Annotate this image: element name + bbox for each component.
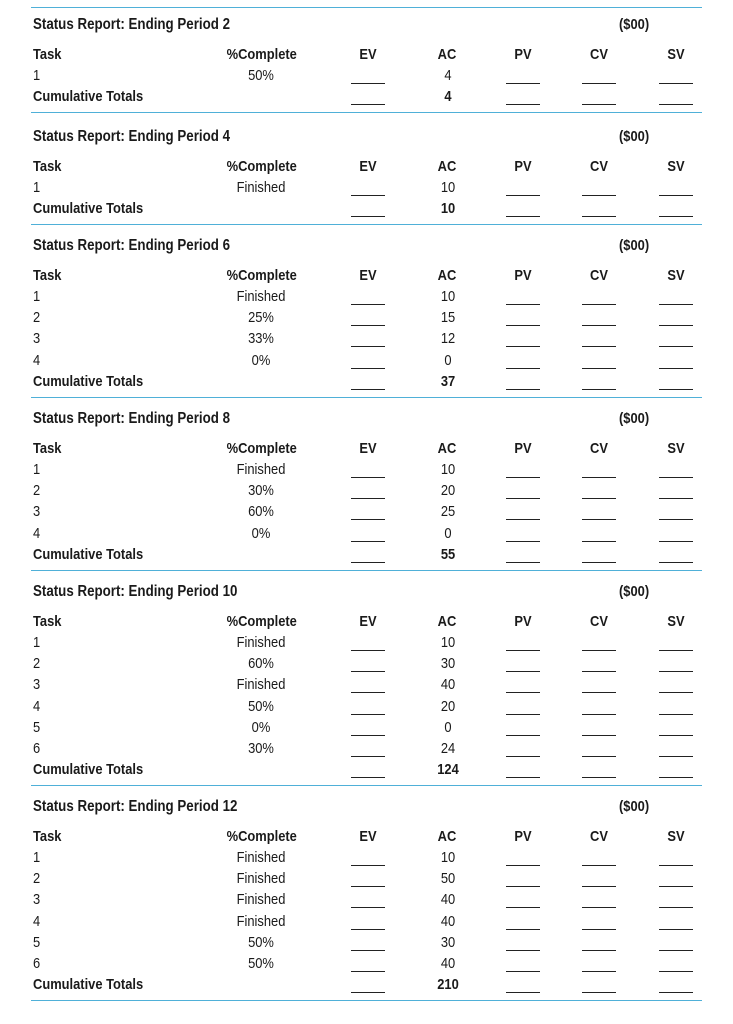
percent-complete: Finished (236, 891, 286, 909)
actual-cost: 15 (440, 309, 456, 327)
cv-blank[interactable] (582, 519, 616, 520)
sv-blank[interactable] (659, 907, 693, 908)
pv-blank[interactable] (506, 777, 540, 778)
sv-blank[interactable] (659, 562, 693, 563)
cv-blank[interactable] (582, 971, 616, 972)
percent-complete: 0% (251, 524, 271, 542)
task-number: 2 (33, 309, 41, 327)
pv-blank[interactable] (506, 562, 540, 563)
pv-blank[interactable] (506, 498, 540, 499)
report-title: Status Report: Ending Period 2 (33, 16, 231, 33)
pv-blank[interactable] (506, 992, 540, 993)
actual-cost: 20 (440, 482, 456, 500)
header-ac: AC (437, 828, 457, 845)
header-sv: SV (667, 440, 685, 457)
actual-cost: 30 (440, 655, 456, 673)
cv-blank[interactable] (582, 216, 616, 217)
sv-blank[interactable] (659, 477, 693, 478)
sv-blank[interactable] (659, 195, 693, 196)
sv-blank[interactable] (659, 992, 693, 993)
section-divider (31, 224, 702, 225)
header-task: Task (33, 613, 62, 630)
task-number: 6 (33, 955, 41, 972)
header-ev: EV (359, 613, 377, 630)
report-title: Status Report: Ending Period 10 (33, 583, 238, 600)
actual-cost: 0 (444, 524, 452, 542)
report-title: Status Report: Ending Period 6 (33, 237, 231, 254)
unit-label: ($00) (619, 410, 650, 427)
cv-blank[interactable] (582, 735, 616, 736)
cumulative-totals-label: Cumulative Totals (33, 88, 144, 106)
section-divider (31, 1000, 702, 1001)
header-cv: CV (590, 613, 608, 630)
header-ac: AC (437, 440, 457, 457)
pv-blank[interactable] (506, 971, 540, 972)
cv-blank[interactable] (582, 195, 616, 196)
report-title: Status Report: Ending Period 8 (33, 410, 231, 427)
percent-complete: 50% (248, 933, 274, 951)
pv-blank[interactable] (506, 714, 540, 715)
cv-blank[interactable] (582, 777, 616, 778)
percent-complete: 60% (248, 503, 274, 521)
cv-blank[interactable] (582, 671, 616, 672)
task-number: 3 (33, 330, 41, 348)
cv-blank[interactable] (582, 992, 616, 993)
cv-blank[interactable] (582, 104, 616, 105)
actual-cost: 10 (440, 288, 456, 305)
task-number: 5 (33, 718, 41, 736)
cv-blank[interactable] (582, 907, 616, 908)
pv-blank[interactable] (506, 650, 540, 651)
task-number: 6 (33, 740, 41, 757)
cv-blank[interactable] (582, 541, 616, 542)
ev-blank[interactable] (351, 650, 385, 651)
sv-blank[interactable] (659, 325, 693, 326)
percent-complete: Finished (236, 179, 286, 196)
header-sv: SV (667, 267, 685, 284)
unit-label: ($00) (619, 16, 650, 33)
pv-blank[interactable] (506, 304, 540, 305)
actual-cost: 10 (440, 461, 456, 478)
top-rule (31, 7, 702, 8)
pv-blank[interactable] (506, 735, 540, 736)
actual-cost: 0 (444, 718, 452, 736)
task-number: 1 (33, 179, 41, 196)
header-ac: AC (437, 613, 457, 630)
ev-blank[interactable] (351, 519, 385, 520)
ev-blank[interactable] (351, 756, 385, 757)
actual-cost: 4 (444, 67, 452, 84)
ev-blank[interactable] (351, 541, 385, 542)
pv-blank[interactable] (506, 346, 540, 347)
ev-blank[interactable] (351, 325, 385, 326)
pv-blank[interactable] (506, 907, 540, 908)
ev-blank[interactable] (351, 477, 385, 478)
pv-blank[interactable] (506, 216, 540, 217)
section-divider (31, 397, 702, 398)
percent-complete: 0% (251, 718, 271, 736)
header-pv: PV (514, 613, 532, 630)
sv-blank[interactable] (659, 714, 693, 715)
percent-complete: Finished (236, 288, 286, 305)
sv-blank[interactable] (659, 216, 693, 217)
actual-cost: 12 (440, 330, 456, 348)
pv-blank[interactable] (506, 325, 540, 326)
ev-blank[interactable] (351, 692, 385, 693)
header-complete: %Complete (226, 613, 297, 630)
header-sv: SV (667, 158, 685, 175)
actual-cost: 40 (440, 955, 456, 972)
pv-blank[interactable] (506, 519, 540, 520)
ev-blank[interactable] (351, 886, 385, 887)
sv-blank[interactable] (659, 650, 693, 651)
cv-blank[interactable] (582, 477, 616, 478)
cumulative-totals-label: Cumulative Totals (33, 761, 144, 779)
percent-complete: Finished (236, 676, 286, 694)
task-number: 1 (33, 288, 41, 305)
ev-blank[interactable] (351, 929, 385, 930)
task-number: 5 (33, 933, 41, 951)
unit-label: ($00) (619, 128, 650, 145)
pv-blank[interactable] (506, 83, 540, 84)
header-task: Task (33, 440, 62, 457)
report-title: Status Report: Ending Period 4 (33, 128, 231, 145)
pv-blank[interactable] (506, 929, 540, 930)
ev-blank[interactable] (351, 368, 385, 369)
ev-blank[interactable] (351, 907, 385, 908)
percent-complete: Finished (236, 461, 286, 478)
pv-blank[interactable] (506, 692, 540, 693)
actual-cost: 40 (440, 891, 456, 909)
actual-cost: 40 (440, 912, 456, 930)
cv-blank[interactable] (582, 714, 616, 715)
sv-blank[interactable] (659, 671, 693, 672)
ev-blank[interactable] (351, 498, 385, 499)
total-actual-cost: 10 (440, 200, 456, 218)
cv-blank[interactable] (582, 886, 616, 887)
task-number: 2 (33, 482, 41, 500)
actual-cost: 0 (444, 351, 452, 369)
pv-blank[interactable] (506, 195, 540, 196)
header-pv: PV (514, 158, 532, 175)
actual-cost: 25 (440, 503, 456, 521)
header-ev: EV (359, 440, 377, 457)
header-ac: AC (437, 46, 457, 63)
cv-blank[interactable] (582, 562, 616, 563)
task-number: 3 (33, 503, 41, 521)
header-pv: PV (514, 267, 532, 284)
sv-blank[interactable] (659, 519, 693, 520)
header-pv: PV (514, 46, 532, 63)
task-number: 1 (33, 67, 41, 84)
percent-complete: Finished (236, 912, 286, 930)
sv-blank[interactable] (659, 83, 693, 84)
percent-complete: Finished (236, 849, 286, 866)
cumulative-totals-label: Cumulative Totals (33, 372, 144, 390)
header-cv: CV (590, 46, 608, 63)
ev-blank[interactable] (351, 216, 385, 217)
cv-blank[interactable] (582, 929, 616, 930)
header-ac: AC (437, 158, 457, 175)
ev-blank[interactable] (351, 562, 385, 563)
ev-blank[interactable] (351, 104, 385, 105)
sv-blank[interactable] (659, 692, 693, 693)
ev-blank[interactable] (351, 865, 385, 866)
task-number: 4 (33, 524, 41, 542)
header-ev: EV (359, 828, 377, 845)
section-divider (31, 570, 702, 571)
report-title: Status Report: Ending Period 12 (33, 798, 238, 815)
pv-blank[interactable] (506, 104, 540, 105)
ev-blank[interactable] (351, 83, 385, 84)
percent-complete: 60% (248, 655, 274, 673)
header-ev: EV (359, 46, 377, 63)
header-complete: %Complete (226, 46, 297, 63)
cumulative-totals-label: Cumulative Totals (33, 976, 144, 994)
sv-blank[interactable] (659, 950, 693, 951)
actual-cost: 30 (440, 933, 456, 951)
cv-blank[interactable] (582, 389, 616, 390)
pv-blank[interactable] (506, 886, 540, 887)
total-actual-cost: 37 (440, 372, 456, 390)
ev-blank[interactable] (351, 971, 385, 972)
actual-cost: 50 (440, 870, 456, 888)
sv-blank[interactable] (659, 735, 693, 736)
ev-blank[interactable] (351, 195, 385, 196)
percent-complete: 30% (248, 740, 274, 757)
sv-blank[interactable] (659, 929, 693, 930)
header-task: Task (33, 158, 62, 175)
header-task: Task (33, 267, 62, 284)
pv-blank[interactable] (506, 671, 540, 672)
cv-blank[interactable] (582, 950, 616, 951)
cv-blank[interactable] (582, 692, 616, 693)
ev-blank[interactable] (351, 777, 385, 778)
actual-cost: 10 (440, 179, 456, 196)
header-sv: SV (667, 828, 685, 845)
actual-cost: 10 (440, 634, 456, 651)
sv-blank[interactable] (659, 498, 693, 499)
ev-blank[interactable] (351, 950, 385, 951)
sv-blank[interactable] (659, 886, 693, 887)
percent-complete: 0% (251, 351, 271, 369)
cv-blank[interactable] (582, 650, 616, 651)
header-ev: EV (359, 158, 377, 175)
task-number: 3 (33, 891, 41, 909)
header-sv: SV (667, 46, 685, 63)
ev-blank[interactable] (351, 389, 385, 390)
sv-blank[interactable] (659, 756, 693, 757)
percent-complete: Finished (236, 870, 286, 888)
task-number: 2 (33, 870, 41, 888)
cv-blank[interactable] (582, 83, 616, 84)
percent-complete: 30% (248, 482, 274, 500)
actual-cost: 10 (440, 849, 456, 866)
header-complete: %Complete (226, 440, 297, 457)
cumulative-totals-label: Cumulative Totals (33, 545, 144, 563)
sv-blank[interactable] (659, 304, 693, 305)
cv-blank[interactable] (582, 756, 616, 757)
unit-label: ($00) (619, 237, 650, 254)
ev-blank[interactable] (351, 735, 385, 736)
sv-blank[interactable] (659, 368, 693, 369)
sv-blank[interactable] (659, 389, 693, 390)
task-number: 1 (33, 461, 41, 478)
header-task: Task (33, 828, 62, 845)
pv-blank[interactable] (506, 865, 540, 866)
percent-complete: 33% (248, 330, 274, 348)
header-task: Task (33, 46, 62, 63)
task-number: 4 (33, 351, 41, 369)
header-complete: %Complete (226, 158, 297, 175)
ev-blank[interactable] (351, 346, 385, 347)
ev-blank[interactable] (351, 992, 385, 993)
task-number: 2 (33, 655, 41, 673)
total-actual-cost: 210 (437, 976, 459, 994)
cv-blank[interactable] (582, 304, 616, 305)
section-divider (31, 785, 702, 786)
percent-complete: Finished (236, 634, 286, 651)
header-pv: PV (514, 828, 532, 845)
header-cv: CV (590, 828, 608, 845)
pv-blank[interactable] (506, 368, 540, 369)
sv-blank[interactable] (659, 541, 693, 542)
unit-label: ($00) (619, 583, 650, 600)
header-cv: CV (590, 158, 608, 175)
total-actual-cost: 124 (437, 761, 459, 779)
pv-blank[interactable] (506, 389, 540, 390)
section-divider (31, 112, 702, 113)
cv-blank[interactable] (582, 498, 616, 499)
percent-complete: 50% (248, 697, 274, 715)
header-cv: CV (590, 267, 608, 284)
ev-blank[interactable] (351, 671, 385, 672)
header-complete: %Complete (226, 828, 297, 845)
sv-blank[interactable] (659, 971, 693, 972)
actual-cost: 24 (440, 740, 456, 757)
pv-blank[interactable] (506, 950, 540, 951)
cumulative-totals-label: Cumulative Totals (33, 200, 144, 218)
task-number: 4 (33, 912, 41, 930)
sv-blank[interactable] (659, 346, 693, 347)
header-complete: %Complete (226, 267, 297, 284)
sv-blank[interactable] (659, 104, 693, 105)
percent-complete: 25% (248, 309, 274, 327)
pv-blank[interactable] (506, 477, 540, 478)
cv-blank[interactable] (582, 865, 616, 866)
sv-blank[interactable] (659, 777, 693, 778)
task-number: 4 (33, 697, 41, 715)
unit-label: ($00) (619, 798, 650, 815)
header-sv: SV (667, 613, 685, 630)
sv-blank[interactable] (659, 865, 693, 866)
header-cv: CV (590, 440, 608, 457)
cv-blank[interactable] (582, 346, 616, 347)
ev-blank[interactable] (351, 714, 385, 715)
percent-complete: 50% (248, 955, 274, 972)
percent-complete: 50% (248, 67, 274, 84)
task-number: 1 (33, 634, 41, 651)
actual-cost: 40 (440, 676, 456, 694)
header-ev: EV (359, 267, 377, 284)
total-actual-cost: 4 (444, 88, 452, 106)
total-actual-cost: 55 (440, 545, 456, 563)
ev-blank[interactable] (351, 304, 385, 305)
cv-blank[interactable] (582, 368, 616, 369)
actual-cost: 20 (440, 697, 456, 715)
cv-blank[interactable] (582, 325, 616, 326)
header-pv: PV (514, 440, 532, 457)
task-number: 3 (33, 676, 41, 694)
header-ac: AC (437, 267, 457, 284)
task-number: 1 (33, 849, 41, 866)
pv-blank[interactable] (506, 756, 540, 757)
pv-blank[interactable] (506, 541, 540, 542)
